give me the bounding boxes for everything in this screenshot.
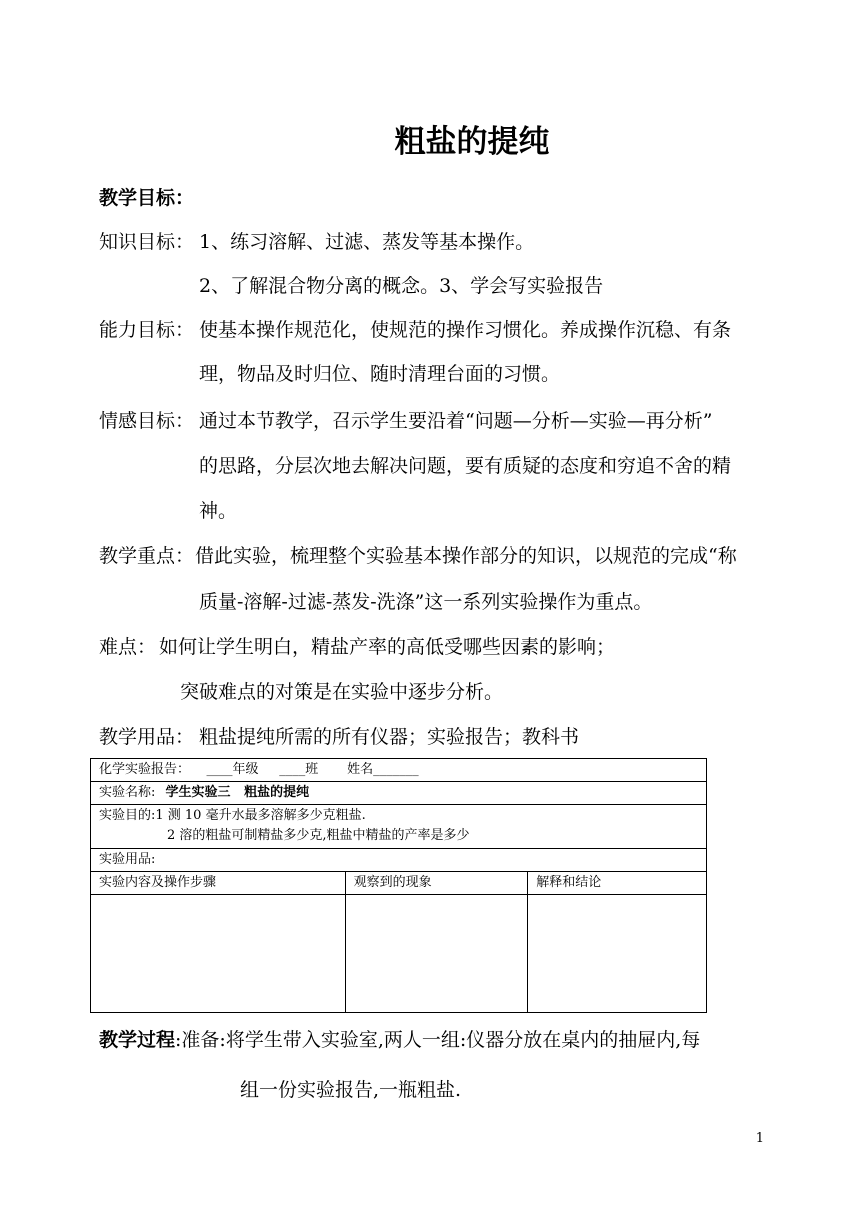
ability-line-2: 理，物品及时归位、随时清理台面的习惯。	[199, 363, 561, 385]
emotion-label: 情感目标：	[99, 410, 195, 432]
report-supplies: 实验用品:	[91, 849, 707, 872]
report-col-observation: 观察到的现象	[345, 872, 528, 895]
report-purpose	[91, 805, 707, 849]
knowledge-line-1: 1、练习溶解、过滤、蒸发等基本操作。	[199, 231, 535, 253]
difficulty-line-1: 如何让学生明白，精盐产率的高低受哪些因素的影响；	[159, 636, 616, 658]
report-header: 化学实验报告： ____年级 ____班 姓名_______	[91, 759, 707, 782]
focus-label: 教学重点：	[99, 545, 195, 567]
knowledge-line-2: 2、了解混合物分离的概念。3、学会写实验报告	[199, 275, 604, 297]
knowledge-label: 知识目标：	[99, 231, 195, 253]
materials-text: 粗盐提纯所需的所有仪器；实验报告；教科书	[199, 726, 580, 748]
difficulty-label: 难点：	[99, 636, 157, 658]
report-name-value: 学生实验三 粗盐的提纯	[165, 785, 310, 800]
process-label: 教学过程	[99, 1029, 176, 1051]
emotion-line-1: 通过本节教学，召示学生要沿着“问题—分析—实验—再分析”	[199, 410, 713, 432]
report-name-row	[91, 782, 707, 805]
report-purpose-line-1: 实验目的:1 测 10 毫升水最多溶解多少克粗盐.	[99, 808, 366, 823]
report-purpose-line-2: 2 溶的粗盐可制精盐多少克,粗盐中精盐的产率是多少	[167, 828, 470, 843]
focus-line-2: 质量-溶解-过滤-蒸发-洗涤”这一系列实验操作为重点。	[199, 591, 653, 613]
process-line-1: :准备:将学生带入实验室,两人一组:仪器分放在桌内的抽屉内,每	[175, 1029, 701, 1051]
report-cell-procedure	[91, 895, 346, 1013]
ability-line-1: 使基本操作规范化，使规范的操作习惯化。养成操作沉稳、有条	[199, 319, 732, 341]
report-col-procedure: 实验内容及操作步骤	[91, 872, 346, 895]
report-name-label: 实验名称:	[99, 785, 156, 800]
report-cell-conclusion	[528, 895, 707, 1013]
experiment-report-table	[90, 758, 707, 1013]
materials-label: 教学用品：	[99, 726, 195, 748]
objectives-heading: 教学目标：	[99, 187, 195, 209]
page-title: 粗盐的提纯	[394, 124, 550, 160]
report-col-conclusion: 解释和结论	[528, 872, 707, 895]
ability-label: 能力目标：	[99, 319, 195, 341]
emotion-line-2: 的思路，分层次地去解决问题，要有质疑的态度和穷追不舍的精	[199, 455, 732, 477]
emotion-line-3: 神。	[199, 500, 238, 522]
page-number: 1	[755, 1131, 764, 1146]
process-line-2: 组一份实验报告,一瓶粗盐.	[240, 1079, 462, 1101]
difficulty-line-2: 突破难点的对策是在实验中逐步分析。	[180, 681, 504, 703]
focus-line-1: 借此实验，梳理整个实验基本操作部分的知识，以规范的完成“称	[195, 545, 737, 567]
report-cell-observation	[345, 895, 528, 1013]
process-paragraph	[99, 1028, 700, 1052]
